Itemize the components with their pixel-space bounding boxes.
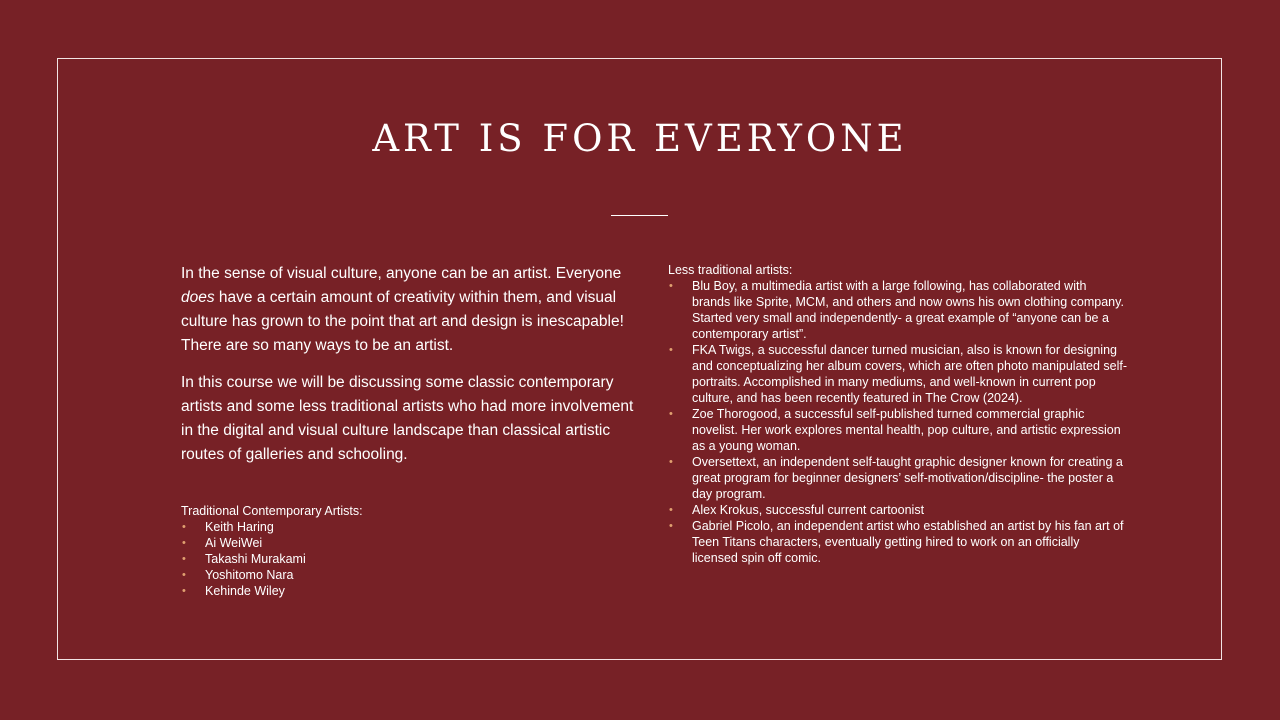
list-item <box>668 342 1128 406</box>
bullet-icon: • <box>669 344 673 356</box>
bullet-icon: • <box>669 408 673 420</box>
list-item <box>181 551 601 567</box>
list-item-text: Takashi Murakami <box>205 552 306 566</box>
list-item <box>181 583 601 599</box>
bullet-icon: • <box>669 280 673 292</box>
bullet-icon: • <box>182 537 186 549</box>
traditional-artists-list <box>181 519 601 599</box>
bullet-icon: • <box>182 553 186 565</box>
less-traditional-artists-list <box>668 278 1128 566</box>
less-traditional-artists-heading: Less traditional artists: <box>668 263 793 277</box>
list-item <box>181 535 601 551</box>
list-item-text: Keith Haring <box>205 520 274 534</box>
title-divider <box>611 215 668 216</box>
bullet-icon: • <box>669 520 673 532</box>
list-item-text: Kehinde Wiley <box>205 584 285 598</box>
bullet-icon: • <box>182 521 186 533</box>
list-item-text: Yoshitomo Nara <box>205 568 294 582</box>
list-item-text: Alex Krokus, successful current cartoonist <box>692 503 925 517</box>
list-item-text: Ai WeiWei <box>205 536 263 550</box>
list-item-text: FKA Twigs, a successful dancer turned musician, also is known for designing and conceptualizing her album covers, which are often photo manipulated self-portraits. Accomplished in many mediums, and well-known in current pop culture, and has been recently featured in The Crow (2024). <box>692 343 1127 405</box>
less-traditional-artists-block <box>668 262 1128 566</box>
bullet-icon: • <box>182 585 186 597</box>
intro-paragraph-1-start: In the sense of visual culture, anyone can be an artist. Everyone <box>181 265 622 282</box>
bullet-icon: • <box>669 456 673 468</box>
slide-title: ART IS FOR EVERYONE <box>372 117 908 160</box>
list-item-text: Oversettext, an independent self-taught graphic designer known for creating a great program for beginner designers’ self-motivation/discipline- the poster a day program. <box>692 455 1123 501</box>
intro-paragraph-1 <box>181 262 641 358</box>
intro-paragraph-1-end: have a certain amount of creativity within them, and visual culture has grown to the point that art and design is inescapable! There are so many ways to be an artist. <box>181 289 624 354</box>
list-item <box>668 278 1128 342</box>
bullet-icon: • <box>669 504 673 516</box>
intro-paragraph-2: In this course we will be discussing some classic contemporary artists and some less traditional artists who had more involvement in the digital and visual culture landscape than classical artistic routes of galleries and schooling. <box>181 374 634 463</box>
list-item <box>668 454 1128 502</box>
intro-text-block <box>181 262 641 480</box>
list-item <box>668 502 1128 518</box>
list-item <box>181 519 601 535</box>
traditional-artists-heading: Traditional Contemporary Artists: <box>181 504 363 518</box>
list-item-text: Blu Boy, a multimedia artist with a large following, has collaborated with brands like Sprite, MCM, and others and now owns his own clothing company. Started very small and independently- a great example of “anyone can be a contemporary artist”. <box>692 279 1124 341</box>
traditional-artists-block <box>181 503 601 599</box>
list-item-text: Zoe Thorogood, a successful self-published turned commercial graphic novelist. Her work explores mental health, pop culture, and artistic expression as a young woman. <box>692 407 1121 453</box>
bullet-icon: • <box>182 569 186 581</box>
list-item <box>668 518 1128 566</box>
intro-paragraph-1-emphasis: does <box>181 289 215 306</box>
list-item <box>668 406 1128 454</box>
list-item <box>181 567 601 583</box>
list-item-text: Gabriel Picolo, an independent artist who established an artist by his fan art of Teen Titans characters, eventually getting hired to work on an officially licensed spin off comic. <box>692 519 1124 565</box>
